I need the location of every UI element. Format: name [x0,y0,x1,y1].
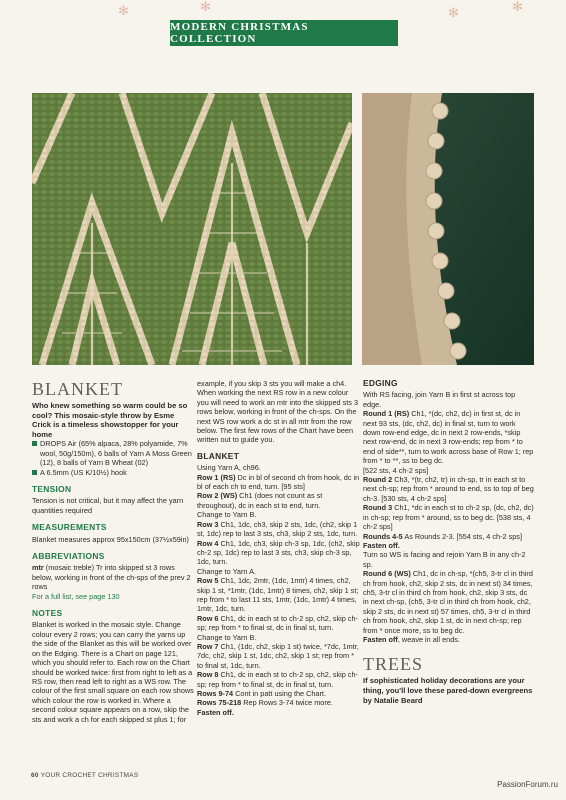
pattern-row: Change to Yarn B. [197,510,257,520]
round-2: Round 2 Ch3, *(tr, ch2, tr) in ch-sp, tr in each st to next ch-sp; rep from * around to end, ss to top of beg ch-3. [530 sts, 4 ch-2 sps] [363,475,534,503]
pattern-row: Rows 9-74 Cont in patt using the Chart. [197,689,326,698]
abbreviations-text: mtr (mosaic treble) Tr into skipped st 3 rows below, working in front of the ch-sps of the prev 2 rows [32,563,191,592]
material-item: DROPS Air (65% alpaca, 28% polyamide, 7% wool, 50g/150m), 6 balls of Yarn A Moss Green (12), 8 balls of Yarn B Wheat (02) [32,439,194,467]
pattern-row: Row 5 Ch1, 1dc, 2mtr, (1dc, 1mtr) 4 times, ch2, skip 1 st, *1mtr, (1dc, 1mtr) 8 times, ch2, skip 1 st; rep from * to last 11 sts, 1mtr, (1dc, 1mtr) 4 times, 1mtr, 1dc, turn. [197,576,359,614]
page-number: 60 [31,772,39,779]
tension-heading: TENSION [32,484,72,494]
pattern-rows [197,473,360,718]
section-banner [170,20,398,46]
using-yarn: Using Yarn A, ch96. [197,463,261,473]
round-6: Round 6 (WS) Ch1, dc in ch-sp, *(ch5, 3-tr cl in third ch from hook, ch2, skip 2 sts, dc in next st) 34 times, ch5, 3-tr cl in third ch from hook, ch2, skip 3 sts, dc in next ch-sp, (ch5, 3-tr cl in third ch from hook, ch2, skip 2 sts, dc in next st) 57 times, ch5, 3-tr cl in third ch from hook, ch2, skip 1 st, dc in next ch-sp; rep from * once more, ss to beg dc. [363,569,533,635]
pattern-row: Rows 75-218 Rep Rows 3-74 twice more. [197,698,333,708]
round-1: Round 1 (RS) Ch1, *(dc, ch2, dc) in first st, dc in next 93 sts, (dc, ch2, dc) in final st, turn to work down row-end edge, dc in next 2 row-ends, *skip next row-end, dc in next 3 row-ends; rep from * to end of side**, turn to work across base of Row 1; rep from * to **, ss to beg dc. [363,409,534,466]
round-3: Round 3 Ch1, *dc in each st to ch-2 sp, (dc, ch2, dc) in ch-sp; rep from * around, ss to beg dc. [538 sts, 4 ch-2 sps] [363,503,534,532]
bullet-square-icon [32,470,37,475]
trees-intro: If sophisticated holiday decorations are your thing, you'll love these pared-down evergreens by Natalie Beard [363,676,533,705]
pattern-row: Fasten off. [197,707,234,717]
notes-continued: example, if you skip 3 sts you will make a ch4. When working the next RS row in a new colour you will need to work an mtr into the skipped sts 3 rows below, working in front of the ch-sps. On the next WS row work a dc st in all mtr from the row below. The first few rows of the Chart have been written out to guide you. [197,379,359,445]
measurements-text: Blanket measures approx 95x150cm (37½x59in) [32,534,189,544]
measurements-heading: MEASUREMENTS [32,522,107,533]
round-1-count: [522 sts, 4 ch-2 sps] [363,465,429,475]
blanket-intro: Who knew something so warm could be so cool? This mosaic-style throw by Esme Crick is a timeless showstopper for your home [32,401,188,439]
pattern-row: Row 4 Ch1, 1dc, ch3, skip ch-3 sp, 1dc, (ch2, skip ch-2 sp, 1dc) rep to last 3 sts, ch3, skip ch-3 sp, 1dc, turn. [197,538,360,567]
pattern-row: Row 1 (RS) Dc in bl of second ch from hook, dc in bl of each ch to end, turn. [95 sts] [197,472,360,492]
page-footer [31,772,138,779]
pattern-row: Change to Yarn A. [197,566,256,576]
right-column [363,379,534,705]
material-item: A 6.5mm (US K/10½) hook [32,468,194,477]
snowflake-icon: ✻ [200,0,211,14]
rounds-4-5: Rounds 4-5 As Rounds 2-3. [554 sts, 4 ch-2 sps] [363,531,522,541]
blanket-heading: BLANKET [32,379,123,399]
trees-heading: TREES [363,654,424,675]
section-title: MODERN CHRISTMAS COLLECTION [170,21,309,45]
notes-heading: NOTES [32,608,63,619]
notes-text: Blanket is worked in the mosaic style. Change colour every 2 rows; you can carry the yarns up the side of the Blanket as this will be worked over on the Edging. There is a Chart on page 121, which you should refer to. Each row on the Chart should be worked twice: first from right to left as a RS row, then read left to right as a WS row. The colour of the first small square on each row shows which colour the row is worked in. Where a second colour square appears on a row, skip the sts and work a ch for each skipped st plus 1; for [32,620,194,724]
abbreviations-heading: ABBREVIATIONS [32,551,105,562]
bullet-square-icon [32,441,37,446]
snowflake-icon: ✻ [448,5,459,20]
pattern-row: Change to Yarn B. [197,632,257,642]
blanket-pattern-heading: BLANKET [197,450,240,461]
magazine-name: YOUR CROCHET CHRISTMAS [40,772,139,779]
pattern-row: Row 7 Ch1, (1dc, ch2, skip 1 st) twice, *7dc, 1mtr, 7dc, ch2, skip 1 st, 1dc, ch2, skip 1 st; rep from * to final st, 1dc, turn. [197,641,359,670]
pattern-row: Row 6 Ch1, dc in each st to ch-2 sp, ch2, skip ch-sp; rep from * to final st, dc in final st, turn. [197,613,359,633]
middle-column [197,379,360,717]
fasten-off-final: Fasten off, weave in all ends. [363,634,460,644]
watermark: PassionForum.ru [497,780,558,789]
blanket-photo [32,93,352,365]
tension-text: Tension is not critical, but it may affect the yarn quantities required [32,496,184,515]
abbreviations-link[interactable]: For a full list, see page 130 [32,591,120,601]
snowflake-icon: ✻ [118,3,129,18]
snowflake-icon: ✻ [512,0,523,14]
pattern-row: Row 3 Ch1, 1dc, ch3, skip 2 sts, 1dc, (ch2, skip 1 st, 1dc) rep to last 3 sts, ch3, skip 2 sts, 1dc, turn. [197,519,358,539]
fasten-off: Fasten off. [363,540,400,550]
edging-heading: EDGING [363,378,398,388]
edging-photo [362,93,534,365]
pattern-row: Row 8 Ch1, dc in each st to ch-2 sp, ch2, skip ch-sp; rep from * to final st, dc in final st, turn. [197,670,359,689]
edging-intro: With RS facing, join Yarn B in first st across top edge. [363,390,516,409]
left-column [32,379,194,724]
turn-text: Turn so WS is facing and rejoin Yarn B in any ch-2 sp. [363,550,526,569]
pattern-row: Row 2 (WS) Ch1 (does not count as st throughout), dc in each st to end, turn. [197,491,323,510]
